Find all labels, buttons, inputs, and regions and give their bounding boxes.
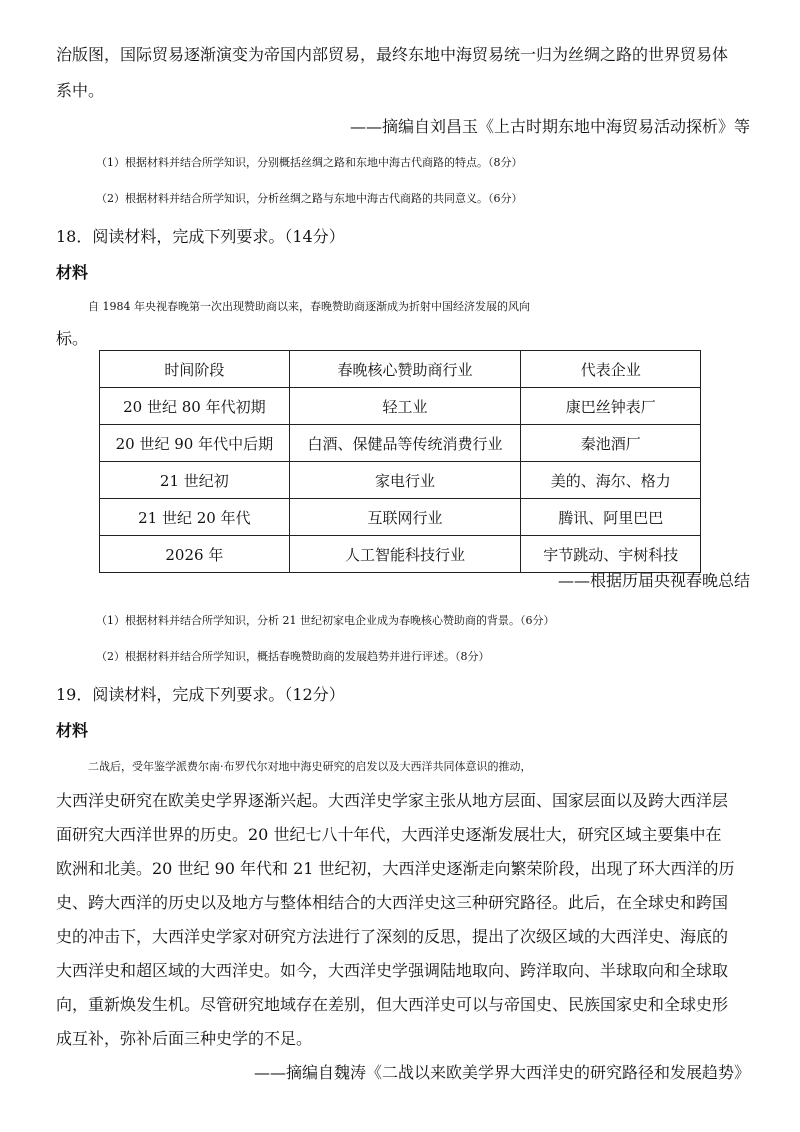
table-cell: 白酒、保健品等传统消费行业	[289, 425, 521, 462]
q17-requirement-1: （1）根据材料并结合所学知识，分别概括丝绸之路和东地中海古代商路的特点。（8分）	[96, 156, 523, 169]
q19-paragraph-line: 二战后，受年鉴学派费尔南·布罗代尔对地中海史研究的启发以及大西洋共同体意识的推动，	[88, 760, 532, 773]
table-cell: 21 世纪 20 年代	[100, 499, 290, 536]
table-header-cell: 春晚核心赞助商行业	[289, 351, 521, 388]
q18-requirement-1: （1）根据材料并结合所学知识，分析 21 世纪初家电企业成为春晚核心赞助商的背景。（6分）	[96, 614, 555, 627]
q18-source-citation: ——根据历届央视春晚总结	[557, 571, 750, 590]
table-row	[100, 462, 701, 499]
q17-source-citation: ——摘编自刘昌玉《上古时期东地中海贸易活动探析》等	[349, 117, 750, 136]
q18-intro-line-1: 自 1984 年央视春晚第一次出现赞助商以来，春晚赞助商逐渐成为折射中国经济发展的风向	[88, 300, 530, 313]
q19-paragraph-line: 史的冲击下，大西洋史学家对研究方法进行了深刻的反思，提出了次级区域的大西洋史、海底的	[56, 927, 729, 946]
q17-material-continuation-line-1: 治版图，国际贸易逐渐演变为帝国内部贸易，最终东地中海贸易统一归为丝绸之路的世界贸易体	[56, 45, 729, 64]
table-cell: 轻工业	[289, 388, 521, 425]
q19-paragraph-line: 大西洋史和超区域的大西洋史。如今，大西洋史学强调陆地取向、跨洋取向、半球取向和全球取	[56, 961, 729, 980]
table-cell: 康巴丝钟表厂	[521, 388, 701, 425]
table-row	[100, 536, 701, 573]
table-cell: 宇节跳动、宇树科技	[521, 536, 701, 573]
sponsor-table	[99, 350, 701, 573]
table-cell: 腾讯、阿里巴巴	[521, 499, 701, 536]
q18-material-label: 材料	[56, 263, 89, 282]
q18-title: 18．阅读材料，完成下列要求。（14分）	[56, 227, 345, 246]
q17-material-continuation-line-2: 系中。	[56, 81, 105, 100]
q19-title: 19．阅读材料，完成下列要求。（12分）	[56, 685, 345, 704]
table-row	[100, 499, 701, 536]
q19-paragraph-line: 史、跨大西洋的历史以及地方与整体相结合的大西洋史这三种研究路径。此后，在全球史和跨国	[56, 893, 729, 912]
table-cell: 2026 年	[100, 536, 290, 573]
table-cell: 20 世纪 80 年代初期	[100, 388, 290, 425]
q19-material-label: 材料	[56, 721, 89, 740]
q18-intro-line-2: 标。	[56, 329, 89, 348]
table-header-cell: 时间阶段	[100, 351, 290, 388]
q19-paragraph-line: 成互补，弥补后面三种史学的不足。	[56, 1029, 313, 1048]
table-cell: 20 世纪 90 年代中后期	[100, 425, 290, 462]
q19-paragraph-line: 向，重新焕发生机。尽管研究地域存在差别，但大西洋史可以与帝国史、民族国家史和全球史形	[56, 995, 729, 1014]
q19-source-citation: ——摘编自魏涛《二战以来欧美学界大西洋史的研究路径和发展趋势》	[253, 1063, 750, 1082]
table-cell: 21 世纪初	[100, 462, 290, 499]
table-cell: 家电行业	[289, 462, 521, 499]
table-cell: 人工智能科技行业	[289, 536, 521, 573]
table-cell: 美的、海尔、格力	[521, 462, 701, 499]
table-row	[100, 425, 701, 462]
table-cell: 互联网行业	[289, 499, 521, 536]
q19-paragraph-line: 欧洲和北美。20 世纪 90 年代和 21 世纪初，大西洋史逐渐走向繁荣阶段，出现了环大西洋的历	[56, 859, 735, 878]
q19-paragraph-line: 面研究大西洋世界的历史。20 世纪七八十年代，大西洋史逐渐发展壮大，研究区域主要集中在	[56, 825, 722, 844]
q18-requirement-2: （2）根据材料并结合所学知识，概括春晚赞助商的发展趋势并进行评述。（8分）	[96, 650, 490, 663]
q19-paragraph-line: 大西洋史研究在欧美史学界逐渐兴起。大西洋史学家主张从地方层面、国家层面以及跨大西洋层	[56, 791, 729, 810]
table-cell: 秦池酒厂	[521, 425, 701, 462]
table-header-row	[100, 351, 701, 388]
table-header-cell: 代表企业	[521, 351, 701, 388]
table-row	[100, 388, 701, 425]
q17-requirement-2: （2）根据材料并结合所学知识，分析丝绸之路与东地中海古代商路的共同意义。（6分）	[96, 192, 523, 205]
